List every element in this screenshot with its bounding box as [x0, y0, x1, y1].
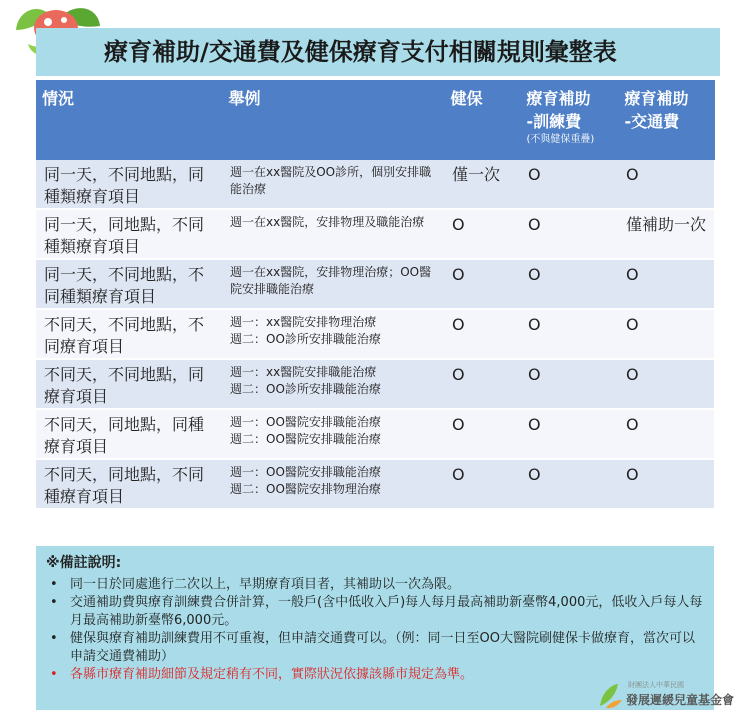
cell-situation: 不同天，同地點，不同種療育項目 [36, 459, 222, 509]
cell-situation: 同一天，不同地點，同種類療育項目 [36, 160, 222, 209]
cell-situation: 不同天，不同地點，同療育項目 [36, 359, 222, 409]
cell-transport: O [618, 160, 714, 209]
cell-insurance: O [444, 259, 520, 309]
table-row [36, 409, 714, 459]
cell-training: O [520, 259, 618, 309]
cell-training: O [520, 309, 618, 359]
footer-org-name: 發展遲緩兒童基金會 [626, 693, 735, 707]
cell-training: O [520, 359, 618, 409]
note-item: • 健保與療育補助訓練費用不可重複，但申請交通費可以。（例：同一日至OO大醫院刷健保卡做療育，當次可以申請交通費補助） [46, 630, 704, 666]
header-example: 舉例 [222, 80, 444, 160]
header-insurance: 健保 [444, 80, 520, 160]
cell-insurance: O [444, 359, 520, 409]
cell-situation: 同一天，同地點，不同種類療育項目 [36, 209, 222, 259]
table-body [36, 160, 714, 509]
cell-example: 週一：xx醫院安排物理治療 週二：OO診所安排職能治療 [222, 309, 444, 359]
table-row [36, 359, 714, 409]
cell-insurance: O [444, 459, 520, 509]
cell-example: 週一：OO醫院安排職能治療 週二：OO醫院安排職能治療 [222, 409, 444, 459]
cell-transport: O [618, 359, 714, 409]
cell-situation: 不同天，同地點，同種療育項目 [36, 409, 222, 459]
cell-training: O [520, 160, 618, 209]
cell-situation: 不同天，不同地點，不同療育項目 [36, 309, 222, 359]
header-training [520, 80, 618, 160]
table-row [36, 459, 714, 509]
cell-transport: O [618, 409, 714, 459]
cell-transport: O [618, 259, 714, 309]
cell-training: O [520, 459, 618, 509]
header-training-note: (不與健保重疊) [526, 134, 595, 145]
notes-title: ※備註說明: [46, 555, 122, 571]
header-situation: 情況 [36, 80, 222, 160]
table-row [36, 309, 714, 359]
cell-transport: 僅補助一次 [618, 209, 714, 259]
cell-insurance: O [444, 409, 520, 459]
table-row [36, 160, 714, 209]
cell-insurance: O [444, 309, 520, 359]
table-header-row [36, 80, 714, 160]
cell-situation: 同一天，不同地點，不同種類療育項目 [36, 259, 222, 309]
table-row [36, 209, 714, 259]
rules-table [36, 80, 715, 510]
cell-training: O [520, 409, 618, 459]
note-item: • 同一日於同處進行二次以上，早期療育項目者，其補助以一次為限。 [46, 576, 704, 594]
cell-example: 週一在xx醫院，安排物理及職能治療 [222, 209, 444, 259]
notes-list [46, 576, 704, 684]
cell-example: 週一在xx醫院及OO診所，個別安排職能治療 [222, 160, 444, 209]
table-row [36, 259, 714, 309]
header-training-label: 療育補助 -訓練費 [526, 89, 591, 131]
footer-org-prefix: 財團法人中華民國 [628, 681, 684, 689]
header-transport: 療育補助 -交通費 [618, 80, 714, 160]
note-item: • 交通補助費與療育訓練費合併計算，一般戶(含中低收入戶)每人每月最高補助新臺幣4,000元，低收入戶每人每月最高補助新臺幣6,000元。 [46, 594, 704, 630]
cell-transport: O [618, 309, 714, 359]
cell-example: 週一在xx醫院，安排物理治療；OO醫院安排職能治療 [222, 259, 444, 309]
cell-insurance: 僅一次 [444, 160, 520, 209]
cell-example: 週一：OO醫院安排職能治療 週二：OO醫院安排物理治療 [222, 459, 444, 509]
cell-insurance: O [444, 209, 520, 259]
cell-training: O [520, 209, 618, 259]
cell-transport: O [618, 459, 714, 509]
note-warning: • 各縣市療育補助細節及規定稍有不同，實際狀況依據該縣市規定為準。 [46, 666, 704, 684]
cell-example: 週一：xx醫院安排職能治療 週二：OO診所安排職能治療 [222, 359, 444, 409]
page-title: 療育補助/交通費及健保療育支付相關規則彙整表 [104, 38, 617, 66]
